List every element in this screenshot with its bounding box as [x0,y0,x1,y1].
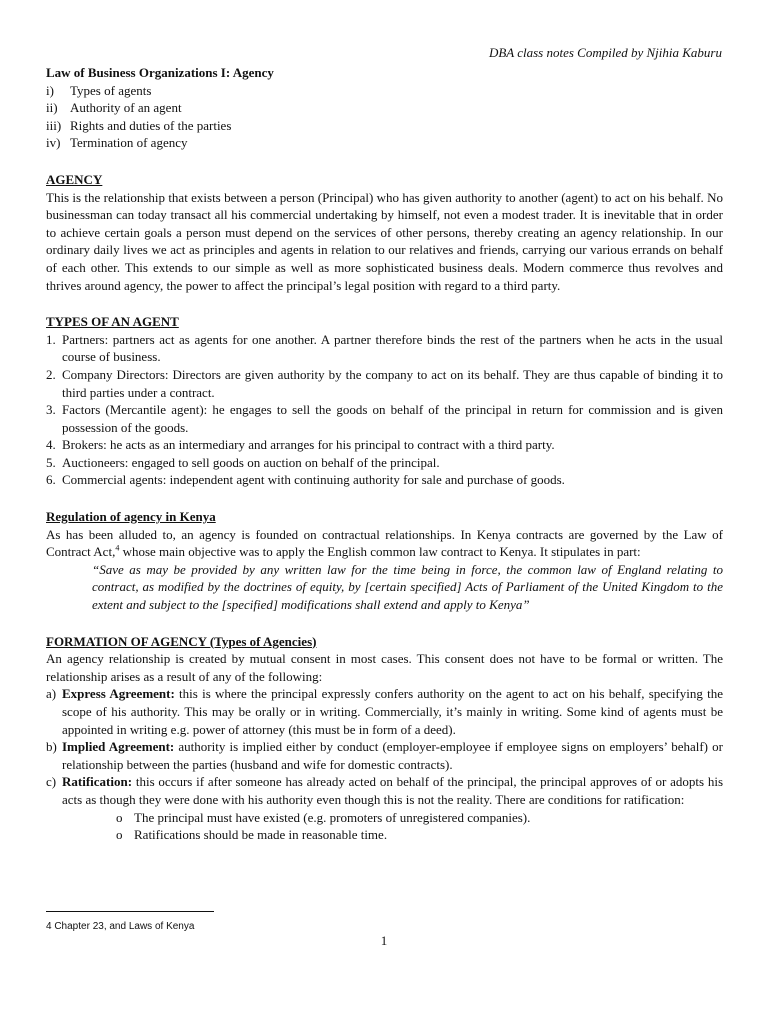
list-number: 5. [46,454,56,470]
list-label: Rights and duties of the parties [70,117,232,133]
list-number: iv) [46,135,61,151]
footnote-ref[interactable]: 4 [115,543,120,553]
list-item [46,117,723,135]
document-title: Law of Business Organizations I: Agency [46,65,274,80]
footnote: 4 Chapter 23, and Laws of Kenya [46,921,195,932]
regulation-section [46,508,723,614]
list-text [62,738,723,773]
list-text [62,685,723,738]
regulation-text-b: whose main objective was to apply the English common law contract to Kenya. It stipulates in part: [119,544,641,560]
page-number: 1 [380,933,388,948]
list-label: Authority of an agent [70,100,182,116]
list-item [46,401,723,436]
list-item [46,134,723,152]
list-text: Commercial agents: independent agent with continuing authority for sale and purchase of goods. [62,472,565,488]
list-text: Partners: partners act as agents for one another. A partner therefore binds the rest of the partners when he acts in the usual course of business. [62,331,723,365]
agency-heading: AGENCY [46,171,103,187]
regulation-heading: Regulation of agency in Kenya [46,509,216,525]
types-heading: TYPES OF AN AGENT [46,314,179,330]
list-item [116,809,723,827]
formation-list [46,685,723,808]
list-text [62,773,723,808]
list-desc: this is where the principal expressly confers authority on the agent to act on his behalf, specifying the scope of his authority. This may be orally or in writing. Commercially, it’s mainly in writing. Some kind of agents must be appointed in writing e.g. power of attorney (this must be in form of a deed). [62,686,724,737]
list-item [46,331,723,366]
ratification-conditions [116,809,723,844]
list-item [46,685,723,738]
list-term: Express Agreement: [62,686,175,702]
list-text: Brokers: he acts as an intermediary and arranges for his principal to contract with a third party. [62,437,555,453]
regulation-body [46,526,723,561]
list-label: Types of agents [70,82,152,98]
agency-section [46,171,723,294]
list-label: Termination of agency [70,135,188,151]
list-text: Company Directors: Directors are given authority by the company to act on its behalf. They are thus capable of binding it to third parties under a contract. [62,366,723,400]
list-item [46,99,723,117]
list-item [116,826,723,844]
agency-body: This is the relationship that exists between a person (Principal) who has given authority to another (agent) to act on his behalf. No businessman can today transact all his commercial undertaking by himself, not even a modest trader. It is inevitable that in order to achieve certain goals a person must depend on the services of other persons, thereby creating an agency relationship. In our ordinary daily lives we act as principles and agents in relation to our relatives and friends, carrying our various errands on behalf of each other. This extends to our simple as well as more sophisticated business deals. Modern commerce thus revolves and thrives around agency, the power to affect the principal’s legal position with regard to a third party. [46,189,723,293]
statute-quote: “Save as may be provided by any written law for the time being in force, the common law of England relating to contract, as modified by the doctrines of equity, by [certain specified] Acts of Parliament of the United Kingdom to the extent and subject to the [specified] modifications shall extend and apply to Kenya” [92,561,723,613]
formation-section [46,633,723,844]
list-desc: authority is implied either by conduct (employer-employee if employee signs on employers’ behalf) or relationship between the parties (husband and wife for domestic contracts). [62,739,724,772]
list-number: ii) [46,100,58,116]
list-number: c) [46,774,57,790]
list-term: Implied Agreement: [62,739,175,755]
list-item [46,471,723,489]
list-number: a) [46,686,57,702]
header-credit: DBA class notes Compiled by Njihia Kaburu [488,45,722,60]
list-item [46,738,723,773]
types-list [46,331,723,489]
list-text: The principal must have existed (e.g. promoters of unregistered companies). [134,809,531,825]
footnote-divider [46,911,214,912]
types-section [46,313,723,489]
list-number: 2. [46,366,56,382]
list-item [46,454,723,472]
formation-intro: An agency relationship is created by mutual consent in most cases. This consent does not have to be formal or written. The relationship arises as a result of any of the following: [46,651,723,684]
list-number: i) [46,82,54,98]
bullet-icon: o [116,809,123,825]
document-page [46,44,723,844]
list-text: Factors (Mercantile agent): he engages to sell the goods on behalf of the principal in return for commission and is given possession of the goods. [62,402,723,435]
list-desc: this occurs if after someone has already acted on behalf of the principal, the principal approves of or adopts his acts as though they were done with his authority even though this is not the reality. There are conditions for ratification: [62,774,723,807]
list-text: Auctioneers: engaged to sell goods on auction on behalf of the principal. [62,454,440,470]
list-item [46,82,723,100]
list-number: 3. [46,402,56,418]
list-item [46,773,723,808]
list-text: Ratifications should be made in reasonable time. [134,827,388,843]
list-item [46,366,723,401]
formation-heading: FORMATION OF AGENCY (Types of Agencies) [46,633,317,649]
list-number: 4. [46,437,56,453]
list-number: iii) [46,117,62,133]
list-number: 1. [46,331,56,347]
contents-list [46,82,723,152]
list-number: b) [46,739,57,755]
list-term: Ratification: [62,774,133,790]
list-number: 6. [46,472,56,488]
list-item [46,436,723,454]
bullet-icon: o [116,827,123,843]
regulation-text-a: As has been alluded to, an agency is founded on contractual relationships. In Kenya contracts are governed by the Law of Contract Act, [46,526,723,560]
